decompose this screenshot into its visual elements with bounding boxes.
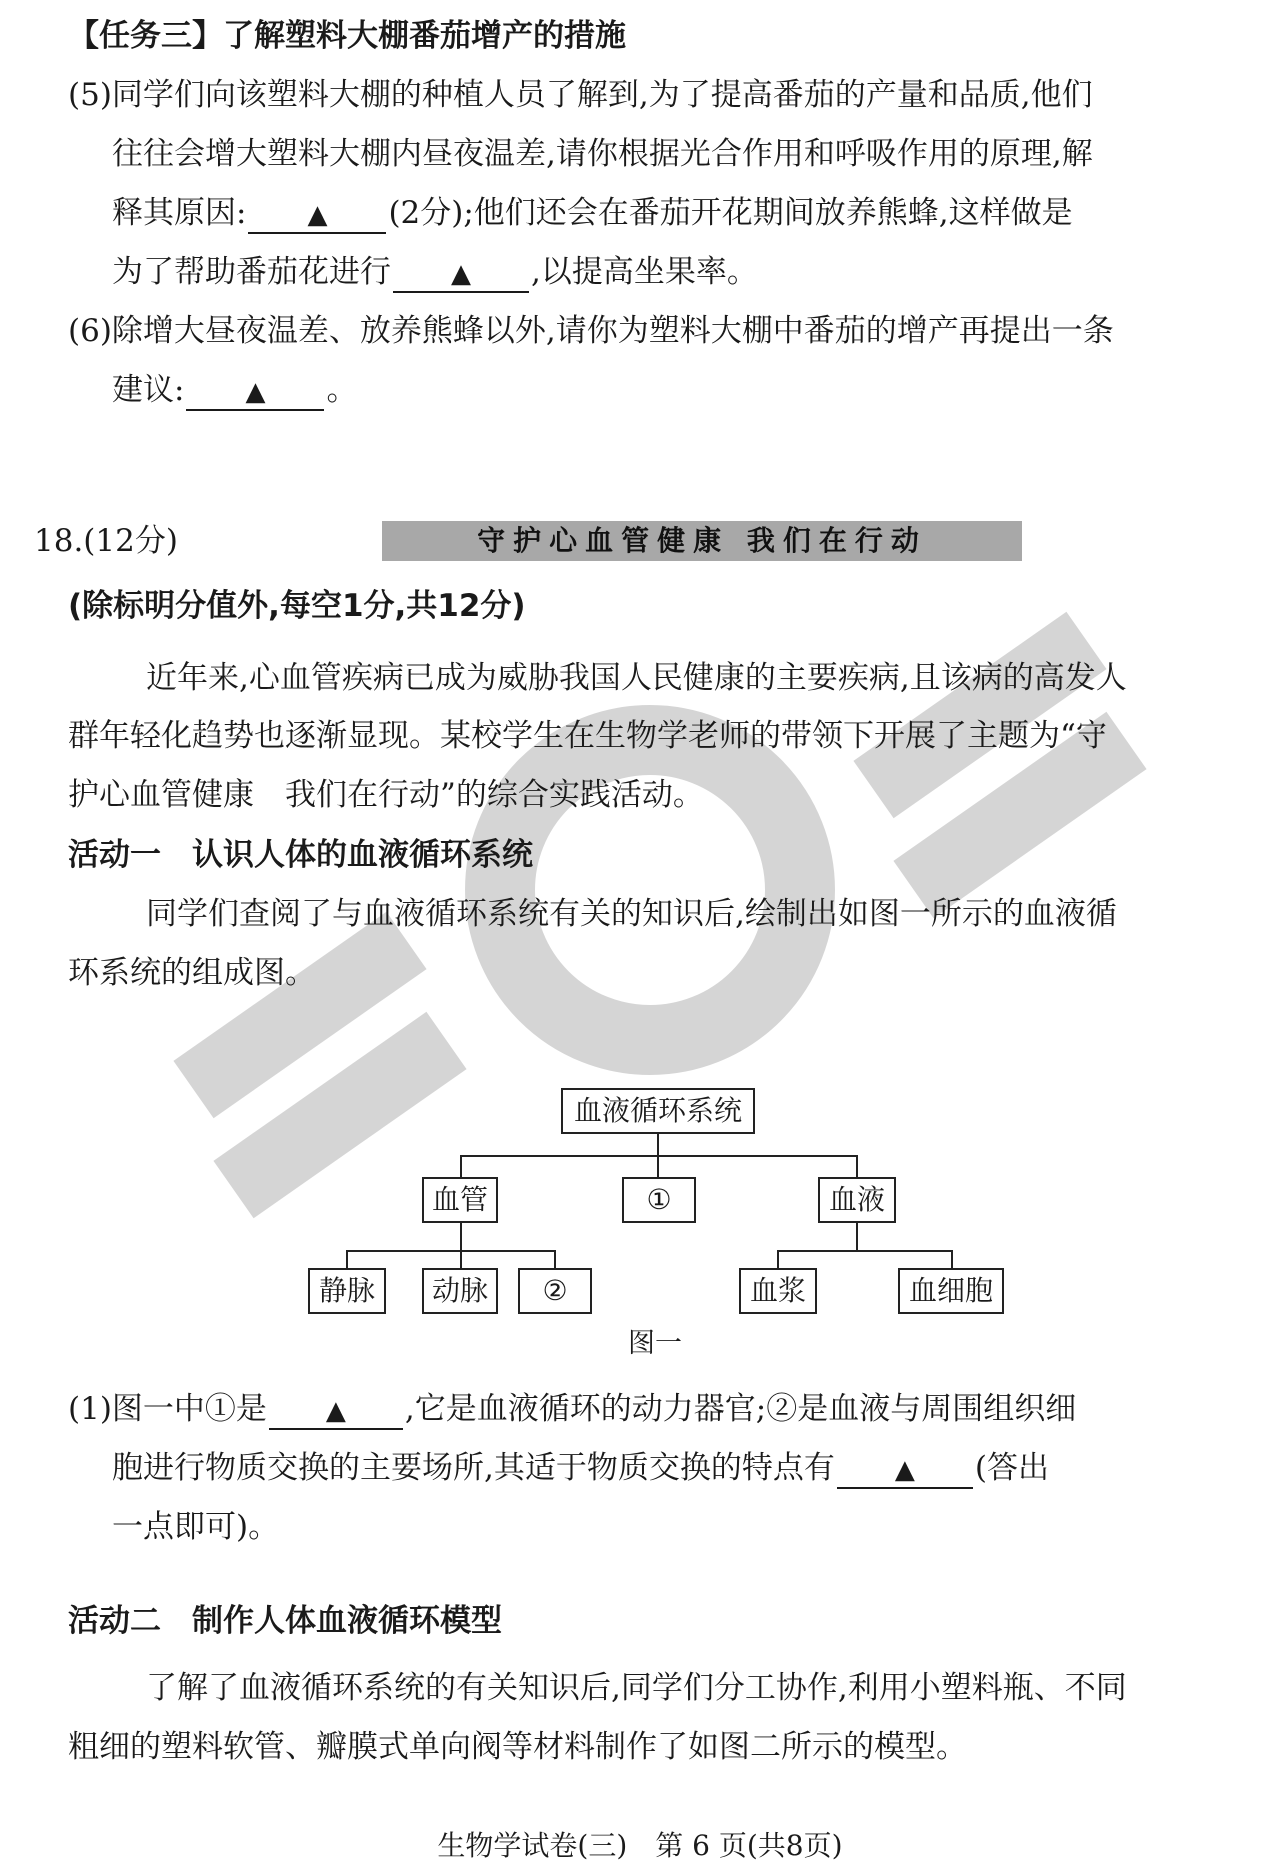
q1-line1 bbox=[68, 1389, 1076, 1430]
q1-line1-end: ,它是血液循环的动力器官;②是血液与周围组织细 bbox=[404, 1391, 1077, 1427]
activity2-line2: 粗细的塑料软管、瓣膜式单向阀等材料制作了如图二所示的模型。 bbox=[68, 1729, 967, 1765]
page-footer: 生物学试卷(三) 第 6 页(共8页) bbox=[437, 1829, 843, 1862]
q6-line2 bbox=[112, 370, 357, 411]
diagram-wire bbox=[346, 1250, 348, 1268]
q1-line1-start: (1)图一中①是 bbox=[68, 1391, 267, 1427]
diagram-wire bbox=[460, 1223, 462, 1251]
question-18-banner: 守护心血管健康 我们在行动 bbox=[382, 521, 1022, 561]
diagram-box-veins: 静脉 bbox=[308, 1268, 386, 1314]
diagram-wire bbox=[657, 1155, 659, 1177]
q6-line1: (6)除增大昼夜温差、放养熊蜂以外,请你为塑料大棚中番茄的增产再提出一条 bbox=[68, 313, 1114, 349]
diagram-box-circle2: ② bbox=[518, 1268, 592, 1314]
q5-line4 bbox=[112, 252, 758, 293]
q1-line2 bbox=[112, 1448, 1049, 1489]
diagram-box-root: 血液循环系统 bbox=[561, 1088, 755, 1134]
diagram-wire bbox=[951, 1250, 953, 1268]
diagram-wire bbox=[856, 1223, 858, 1251]
figure1-caption: 图一 bbox=[628, 1328, 682, 1359]
blank-marker: ▲ bbox=[325, 1396, 346, 1426]
q6-line2-end: 。 bbox=[326, 372, 358, 408]
q1-line3: 一点即可)。 bbox=[112, 1509, 280, 1545]
diagram-wire bbox=[460, 1155, 858, 1157]
task3-heading: 【任务三】了解塑料大棚番茄增产的措施 bbox=[68, 18, 626, 54]
question-18-number: 18.(12分) bbox=[34, 523, 178, 559]
blank-marker: ▲ bbox=[894, 1455, 915, 1485]
q1-line2-end: (答出 bbox=[974, 1450, 1049, 1486]
diagram-box-blood: 血液 bbox=[818, 1177, 896, 1223]
intro-line1: 近年来,心血管疾病已成为威胁我国人民健康的主要疾病,且该病的高发人 bbox=[146, 660, 1127, 696]
q5-line3-start: 释其原因: bbox=[112, 195, 247, 231]
answer-blank-q6-suggestion[interactable] bbox=[186, 373, 324, 411]
diagram-wire bbox=[777, 1250, 953, 1252]
q1-line2-start: 胞进行物质交换的主要场所,其适于物质交换的特点有 bbox=[112, 1450, 835, 1486]
q5-line1: (5)同学们向该塑料大棚的种植人员了解到,为了提高番茄的产量和品质,他们 bbox=[68, 77, 1093, 113]
blank-marker: ▲ bbox=[451, 259, 471, 289]
q5-line4-end: ,以提高坐果率。 bbox=[531, 254, 758, 290]
answer-blank-q1-capillary[interactable] bbox=[837, 1451, 973, 1489]
activity2-line1: 了解了血液循环系统的有关知识后,同学们分工协作,利用小塑料瓶、不同 bbox=[146, 1670, 1127, 1706]
diagram-box-vessels: 血管 bbox=[422, 1177, 498, 1223]
diagram-box-blood-cells: 血细胞 bbox=[898, 1268, 1004, 1314]
blank-marker: ▲ bbox=[245, 377, 266, 407]
diagram-wire bbox=[657, 1134, 659, 1156]
q5-line3-end: (2分);他们还会在番茄开花期间放养熊蜂,这样做是 bbox=[388, 195, 1073, 231]
activity1-line1: 同学们查阅了与血液循环系统有关的知识后,绘制出如图一所示的血液循 bbox=[146, 896, 1117, 932]
diagram-wire bbox=[460, 1155, 462, 1177]
intro-line3: 护心血管健康 我们在行动”的综合实践活动。 bbox=[68, 777, 704, 813]
q5-line2: 往往会增大塑料大棚内昼夜温差,请你根据光合作用和呼吸作用的原理,解 bbox=[112, 136, 1093, 172]
activity2-heading: 活动二 制作人体血液循环模型 bbox=[68, 1603, 502, 1639]
diagram-box-arteries: 动脉 bbox=[422, 1268, 498, 1314]
answer-blank-q5-reason[interactable] bbox=[248, 196, 386, 234]
diagram-box-plasma: 血浆 bbox=[739, 1268, 817, 1314]
answer-blank-q5-pollination[interactable] bbox=[393, 255, 529, 293]
blank-marker: ▲ bbox=[307, 200, 328, 230]
q6-line2-start: 建议: bbox=[112, 372, 185, 408]
activity1-heading: 活动一 认识人体的血液循环系统 bbox=[68, 837, 533, 873]
diagram-wire bbox=[346, 1250, 556, 1252]
q5-line4-start: 为了帮助番茄花进行 bbox=[112, 254, 391, 290]
activity1-line2: 环系统的组成图。 bbox=[68, 955, 316, 991]
answer-blank-q1-heart[interactable] bbox=[269, 1392, 403, 1430]
diagram-wire bbox=[856, 1155, 858, 1177]
diagram-box-circle1: ① bbox=[622, 1177, 696, 1223]
diagram-wire bbox=[460, 1250, 462, 1268]
q5-line3 bbox=[112, 193, 1073, 234]
scoring-note: (除标明分值外,每空1分,共12分) bbox=[68, 588, 526, 624]
intro-line2: 群年轻化趋势也逐渐显现。某校学生在生物学老师的带领下开展了主题为“守 bbox=[68, 718, 1107, 754]
diagram-wire bbox=[554, 1250, 556, 1268]
diagram-wire bbox=[777, 1250, 779, 1268]
